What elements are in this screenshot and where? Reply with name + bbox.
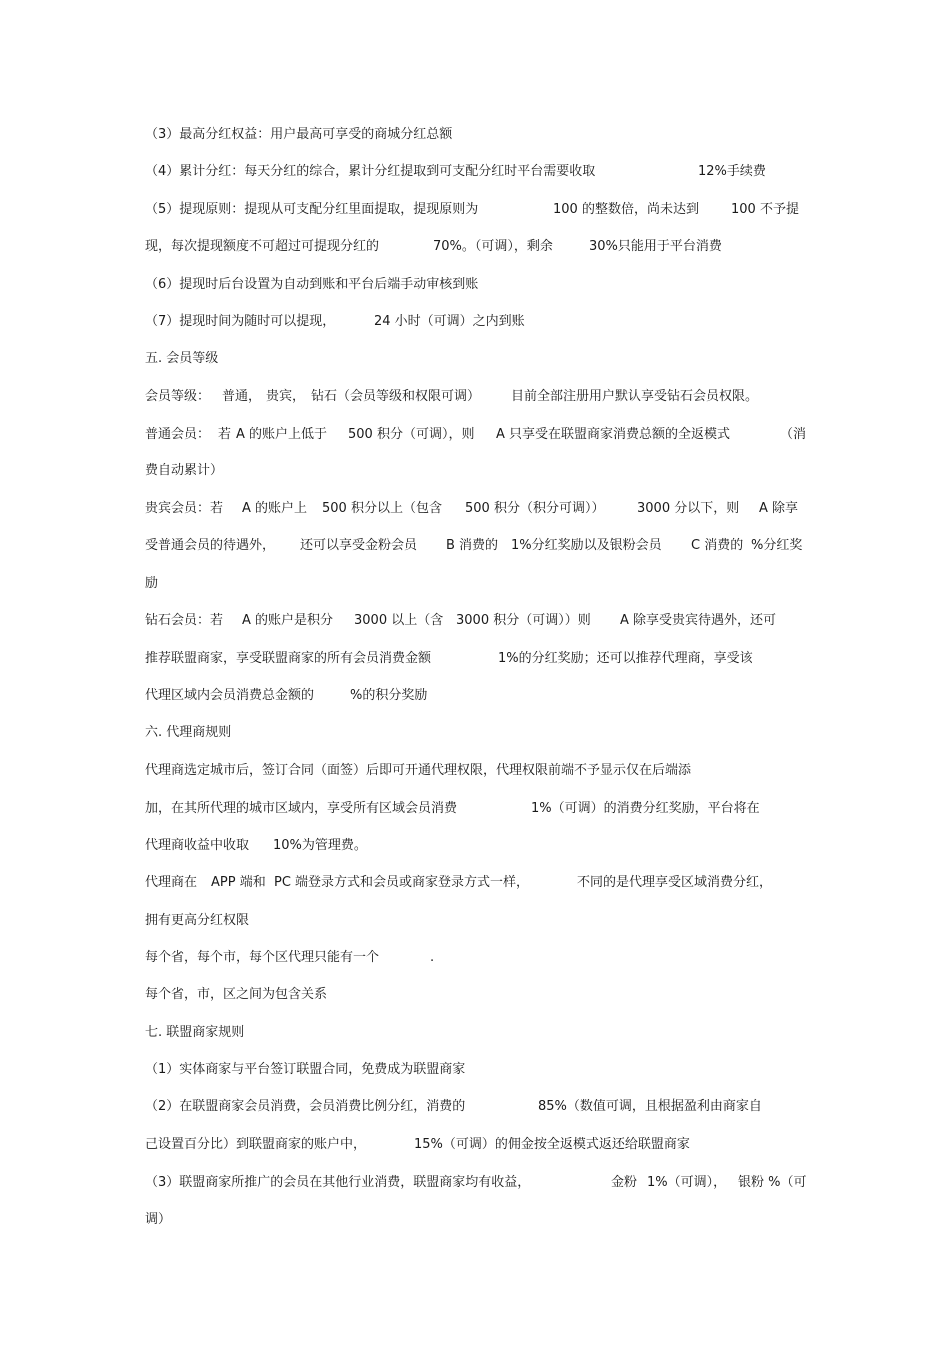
text-segment: A 除享受贵宾待遇外，还可 <box>620 613 777 628</box>
text-segment: 推荐联盟商家，享受联盟商家的所有会员消费金额 <box>145 651 432 666</box>
text-segment: PC 端登录方式和会员或商家登录方式一样， <box>274 875 530 890</box>
text-segment: A 只享受在联盟商家消费总额的全返模式 <box>496 427 731 442</box>
text-segment: 24 小时（可调）之内到账 <box>374 314 525 329</box>
text-segment: 目前全部注册用户默认享受钻石会员权限。 <box>511 389 759 404</box>
text-segment: 金粉 <box>611 1175 638 1190</box>
text-segment: 85%（数值可调，且根据盈利由商家自 <box>538 1099 762 1114</box>
text-segment: 五. 会员等级 <box>145 351 219 366</box>
text-segment: 70%。（可调），剩余 <box>433 239 553 254</box>
text-segment: 1%分红奖励以及银粉会员 <box>511 538 662 553</box>
text-segment: 3000 分以下，则 <box>637 501 740 516</box>
text-segment: 代理商收益中收取 <box>145 838 250 853</box>
text-segment: 1%（可调）的消费分红奖励，平台将在 <box>531 801 760 816</box>
text-segment: 1%（可调）， <box>647 1175 727 1190</box>
text-segment: 贵宾， <box>266 389 306 404</box>
text-segment: （6）提现时后台设置为自动到账和平台后端手动审核到账 <box>145 277 479 292</box>
text-segment: 钻石（会员等级和权限可调） <box>311 389 481 404</box>
text-segment: 100 的整数倍，尚未达到 <box>553 202 699 217</box>
text-segment: %的积分奖励 <box>350 688 428 703</box>
text-segment: 代理区域内会员消费总金额的 <box>145 688 315 703</box>
text-segment: APP 端和 <box>211 875 266 890</box>
text-segment: 普通， <box>222 389 262 404</box>
text-segment: B 消费的 <box>446 538 499 553</box>
text-segment: A 的账户是积分 <box>242 613 334 628</box>
text-segment: 每个省，市，区之间为包含关系 <box>145 987 328 1002</box>
text-segment: （5）提现原则：提现从可支配分红里面提取，提现原则为 <box>145 202 479 217</box>
text-segment: 己设置百分比）到联盟商家的账户中， <box>145 1137 367 1152</box>
text-segment: 500 积分（可调），则 <box>348 427 475 442</box>
text-segment: 拥有更高分红权限 <box>145 913 250 928</box>
text-segment: 代理商选定城市后，签订合同（面签）后即可开通代理权限，代理权限前端不予显示仅在后端添 <box>145 763 692 778</box>
text-segment: 100 不予提 <box>731 202 799 217</box>
text-segment: 会员等级： <box>145 389 211 404</box>
text-segment: （消 <box>780 427 807 442</box>
text-segment: （4）累计分红：每天分红的综合，累计分红提取到可支配分红时平台需要收取 <box>145 164 596 179</box>
text-segment: 七. 联盟商家规则 <box>145 1025 245 1040</box>
text-segment: 500 积分以上（包含 <box>322 501 442 516</box>
text-segment: A 的账户上低于 <box>236 427 328 442</box>
text-segment: （3）最高分红权益：用户最高可享受的商城分红总额 <box>145 127 453 142</box>
text-segment: 现，每次提现额度不可超过可提现分红的 <box>145 239 380 254</box>
text-segment: 费自动累计） <box>145 463 224 478</box>
text-segment: 励 <box>145 576 159 591</box>
text-segment: 30%只能用于平台消费 <box>589 239 722 254</box>
text-segment: 3000 以上（含 <box>354 613 444 628</box>
text-segment: （3）联盟商家所推广的会员在其他行业消费，联盟商家均有收益， <box>145 1175 531 1190</box>
text-segment: （1）实体商家与平台签订联盟合同，免费成为联盟商家 <box>145 1062 466 1077</box>
text-segment: （7）提现时间为随时可以提现， <box>145 314 336 329</box>
text-segment: 银粉 %（可 <box>738 1175 807 1190</box>
text-segment: %分红奖 <box>751 538 803 553</box>
text-segment: 代理商在 <box>145 875 198 890</box>
text-segment: A 除享 <box>759 501 799 516</box>
text-segment: 不同的是代理享受区域消费分红， <box>577 875 773 890</box>
text-segment: 普通会员： <box>145 427 211 442</box>
text-segment: 15%（可调）的佣金按全返模式返还给联盟商家 <box>414 1137 690 1152</box>
text-segment: 贵宾会员：若 <box>145 501 224 516</box>
text-segment: 12%手续费 <box>698 164 766 179</box>
text-segment: 1%的分红奖励；还可以推荐代理商，享受该 <box>498 651 753 666</box>
text-segment: . <box>430 950 435 965</box>
text-segment: 钻石会员：若 <box>145 613 224 628</box>
text-segment: 若 <box>218 427 232 442</box>
text-segment: 还可以享受金粉会员 <box>300 538 418 553</box>
text-segment: （2）在联盟商家会员消费，会员消费比例分红，消费的 <box>145 1099 466 1114</box>
text-segment: 六. 代理商规则 <box>145 725 232 740</box>
text-segment: 调） <box>145 1212 172 1227</box>
text-segment: 10%为管理费。 <box>273 838 367 853</box>
text-segment: 受普通会员的待遇外， <box>145 538 276 553</box>
text-segment: 3000 积分（可调））则 <box>456 613 591 628</box>
text-segment: 500 积分（积分可调）） <box>465 501 605 516</box>
text-segment: A 的账户上 <box>242 501 308 516</box>
text-segment: 每个省，每个市，每个区代理只能有一个 <box>145 950 380 965</box>
text-segment: 加，在其所代理的城市区域内，享受所有区域会员消费 <box>145 801 458 816</box>
text-segment: C 消费的 <box>691 538 744 553</box>
